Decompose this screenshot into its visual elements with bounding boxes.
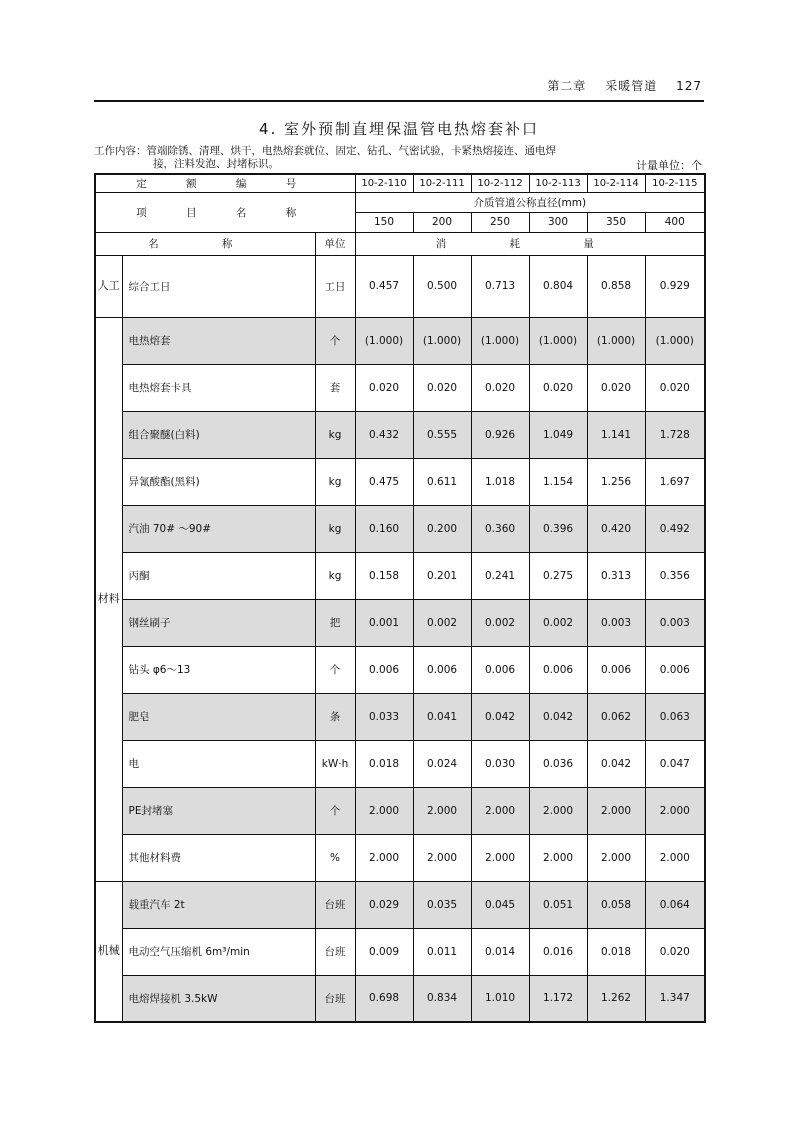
page-title: 4. 室外预制直埋保温管电热熔套补口 xyxy=(258,120,540,138)
value-cell: 0.356 xyxy=(645,552,705,599)
value-cell: 2.000 xyxy=(413,787,471,834)
value-cell: 1.728 xyxy=(645,411,705,458)
item-name: 其他材料费 xyxy=(122,834,315,881)
item-name: 电熔焊接机 3.5kW xyxy=(122,975,315,1022)
code-cell: 10-2-115 xyxy=(645,174,705,192)
value-cell: 2.000 xyxy=(587,834,645,881)
item-name: 综合工日 xyxy=(122,255,315,317)
value-cell: 0.313 xyxy=(587,552,645,599)
value-cell: 0.002 xyxy=(529,599,587,646)
code-cell: 10-2-111 xyxy=(413,174,471,192)
value-cell: 0.029 xyxy=(355,881,413,928)
value-cell: 0.014 xyxy=(471,928,529,975)
table-row xyxy=(95,928,705,975)
item-unit: 台班 xyxy=(315,881,355,928)
diameter-cell: 150 xyxy=(355,212,413,232)
value-cell: 0.064 xyxy=(645,881,705,928)
value-cell: 2.000 xyxy=(587,787,645,834)
value-cell: 0.200 xyxy=(413,505,471,552)
value-cell: 0.457 xyxy=(355,255,413,317)
value-cell: 1.256 xyxy=(587,458,645,505)
diameter-cell: 400 xyxy=(645,212,705,232)
table-row xyxy=(95,881,705,928)
value-cell: (1.000) xyxy=(587,317,645,364)
value-cell: 0.036 xyxy=(529,740,587,787)
value-cell: 2.000 xyxy=(529,787,587,834)
item-unit: kg xyxy=(315,552,355,599)
diameter-label-row xyxy=(95,192,705,212)
table-row xyxy=(95,599,705,646)
table-row xyxy=(95,364,705,411)
table-row xyxy=(95,505,705,552)
table-row xyxy=(95,411,705,458)
value-cell: 0.003 xyxy=(645,599,705,646)
value-cell: 0.030 xyxy=(471,740,529,787)
code-cell: 10-2-110 xyxy=(355,174,413,192)
item-unit: kg xyxy=(315,505,355,552)
code-cell: 10-2-113 xyxy=(529,174,587,192)
value-cell: 1.172 xyxy=(529,975,587,1022)
work-content xyxy=(94,145,704,171)
category-material: 材料 xyxy=(95,317,122,881)
value-cell: 2.000 xyxy=(355,834,413,881)
value-cell: 0.063 xyxy=(645,693,705,740)
item-name: 汽油 70# ～90# xyxy=(122,505,315,552)
value-cell: (1.000) xyxy=(471,317,529,364)
value-cell: 2.000 xyxy=(355,787,413,834)
item-unit: % xyxy=(315,834,355,881)
table-row xyxy=(95,317,705,364)
work-content-line1: 工作内容：管端除锈、清理、烘干，电热熔套就位、固定、钻孔、气密试验，卡紧热熔接连、通电焊 xyxy=(94,145,556,157)
value-cell: 2.000 xyxy=(471,834,529,881)
value-cell: 0.006 xyxy=(471,646,529,693)
value-cell: 0.475 xyxy=(355,458,413,505)
value-cell: 0.011 xyxy=(413,928,471,975)
item-unit: 个 xyxy=(315,317,355,364)
value-cell: 0.006 xyxy=(355,646,413,693)
value-cell: 1.010 xyxy=(471,975,529,1022)
value-cell: 0.045 xyxy=(471,881,529,928)
value-cell: (1.000) xyxy=(355,317,413,364)
work-content-line2: 接，注料发泡、封堵标识。 xyxy=(153,158,279,170)
value-cell: 0.020 xyxy=(645,364,705,411)
table-row xyxy=(95,740,705,787)
item-name: 电动空气压缩机 6m³/min xyxy=(122,928,315,975)
value-cell: 0.698 xyxy=(355,975,413,1022)
value-cell: 0.016 xyxy=(529,928,587,975)
value-cell: 1.018 xyxy=(471,458,529,505)
value-cell: 2.000 xyxy=(645,834,705,881)
value-cell: 0.002 xyxy=(471,599,529,646)
item-name: 电热熔套卡具 xyxy=(122,364,315,411)
value-cell: 0.002 xyxy=(413,599,471,646)
item-unit: 把 xyxy=(315,599,355,646)
item-unit: 台班 xyxy=(315,928,355,975)
item-name: 肥皂 xyxy=(122,693,315,740)
value-cell: 0.020 xyxy=(645,928,705,975)
value-cell: 0.042 xyxy=(471,693,529,740)
value-cell: 0.020 xyxy=(471,364,529,411)
page-number: 127 xyxy=(676,79,702,93)
value-cell: 0.042 xyxy=(587,740,645,787)
item-name: 钢丝刷子 xyxy=(122,599,315,646)
value-cell: 0.018 xyxy=(587,928,645,975)
item-unit: 套 xyxy=(315,364,355,411)
value-cell: 0.396 xyxy=(529,505,587,552)
value-cell: 0.020 xyxy=(587,364,645,411)
value-cell: 1.141 xyxy=(587,411,645,458)
diameter-cell: 200 xyxy=(413,212,471,232)
value-cell: 0.035 xyxy=(413,881,471,928)
value-cell: 0.051 xyxy=(529,881,587,928)
diameter-label: 介质管道公称直径(mm) xyxy=(355,192,705,212)
value-cell: 0.201 xyxy=(413,552,471,599)
item-unit: kW·h xyxy=(315,740,355,787)
table-row xyxy=(95,646,705,693)
value-cell: 0.018 xyxy=(355,740,413,787)
item-unit: 个 xyxy=(315,646,355,693)
value-cell: 0.160 xyxy=(355,505,413,552)
value-cell: 0.020 xyxy=(529,364,587,411)
item-name: 电 xyxy=(122,740,315,787)
value-cell: 2.000 xyxy=(529,834,587,881)
item-unit: 工日 xyxy=(315,255,355,317)
item-name: 载重汽车 2t xyxy=(122,881,315,928)
table-row xyxy=(95,552,705,599)
value-cell: 0.929 xyxy=(645,255,705,317)
item-name: 组合聚醚(白料) xyxy=(122,411,315,458)
value-cell: 0.047 xyxy=(645,740,705,787)
value-cell: 0.713 xyxy=(471,255,529,317)
value-cell: 0.020 xyxy=(413,364,471,411)
value-cell: (1.000) xyxy=(413,317,471,364)
value-cell: 0.033 xyxy=(355,693,413,740)
value-cell: 0.006 xyxy=(529,646,587,693)
unit-note: 计量单位：个 xyxy=(636,159,702,172)
value-cell: 0.432 xyxy=(355,411,413,458)
value-cell: 2.000 xyxy=(645,787,705,834)
chapter-label: 第二章 xyxy=(547,79,587,93)
value-cell: 0.500 xyxy=(413,255,471,317)
item-unit: 台班 xyxy=(315,975,355,1022)
page-header xyxy=(94,74,704,102)
diameter-cell: 300 xyxy=(529,212,587,232)
item-name: 电热熔套 xyxy=(122,317,315,364)
value-cell: 0.024 xyxy=(413,740,471,787)
item-name: 钻头 φ6～13 xyxy=(122,646,315,693)
code-label: 定 额 编 号 xyxy=(95,174,355,192)
item-unit: kg xyxy=(315,458,355,505)
name-label: 名 称 xyxy=(95,232,315,255)
value-cell: 0.926 xyxy=(471,411,529,458)
consumption-label: 消 耗 量 xyxy=(355,232,705,255)
value-cell: 0.158 xyxy=(355,552,413,599)
value-cell: 0.611 xyxy=(413,458,471,505)
value-cell: 0.006 xyxy=(413,646,471,693)
category-machine: 机械 xyxy=(95,881,122,1022)
value-cell: 0.804 xyxy=(529,255,587,317)
value-cell: 0.020 xyxy=(355,364,413,411)
category-labor: 人工 xyxy=(95,255,122,317)
value-cell: 0.062 xyxy=(587,693,645,740)
diameter-cell: 250 xyxy=(471,212,529,232)
value-cell: (1.000) xyxy=(645,317,705,364)
diameter-cell: 350 xyxy=(587,212,645,232)
unit-label: 单位 xyxy=(315,232,355,255)
value-cell: 0.006 xyxy=(587,646,645,693)
item-unit: kg xyxy=(315,411,355,458)
table-row xyxy=(95,834,705,881)
quota-table xyxy=(94,173,706,1023)
value-cell: 1.262 xyxy=(587,975,645,1022)
table-row xyxy=(95,693,705,740)
value-cell: 0.042 xyxy=(529,693,587,740)
value-cell: 1.154 xyxy=(529,458,587,505)
value-cell: 0.275 xyxy=(529,552,587,599)
value-cell: 0.360 xyxy=(471,505,529,552)
value-cell: (1.000) xyxy=(529,317,587,364)
value-cell: 0.003 xyxy=(587,599,645,646)
value-cell: 0.041 xyxy=(413,693,471,740)
item-unit: 条 xyxy=(315,693,355,740)
section-label: 采暖管道 xyxy=(605,79,658,93)
value-cell: 0.834 xyxy=(413,975,471,1022)
value-cell: 0.858 xyxy=(587,255,645,317)
value-cell: 0.006 xyxy=(645,646,705,693)
value-cell: 0.555 xyxy=(413,411,471,458)
item-label: 项 目 名 称 xyxy=(95,192,355,232)
item-name: 丙酮 xyxy=(122,552,315,599)
table-row xyxy=(95,458,705,505)
code-row xyxy=(95,174,705,192)
item-name: 异氰酸酯(黑料) xyxy=(122,458,315,505)
value-cell: 0.058 xyxy=(587,881,645,928)
table-row xyxy=(95,787,705,834)
table-row xyxy=(95,975,705,1022)
value-cell: 2.000 xyxy=(471,787,529,834)
value-cell: 1.347 xyxy=(645,975,705,1022)
item-unit: 个 xyxy=(315,787,355,834)
value-cell: 1.049 xyxy=(529,411,587,458)
code-cell: 10-2-112 xyxy=(471,174,529,192)
value-cell: 0.241 xyxy=(471,552,529,599)
value-cell: 2.000 xyxy=(413,834,471,881)
value-cell: 0.009 xyxy=(355,928,413,975)
value-cell: 0.420 xyxy=(587,505,645,552)
value-cell: 0.492 xyxy=(645,505,705,552)
column-header-row xyxy=(95,232,705,255)
code-cell: 10-2-114 xyxy=(587,174,645,192)
item-name: PE封堵塞 xyxy=(122,787,315,834)
value-cell: 0.001 xyxy=(355,599,413,646)
table-row xyxy=(95,255,705,317)
value-cell: 1.697 xyxy=(645,458,705,505)
